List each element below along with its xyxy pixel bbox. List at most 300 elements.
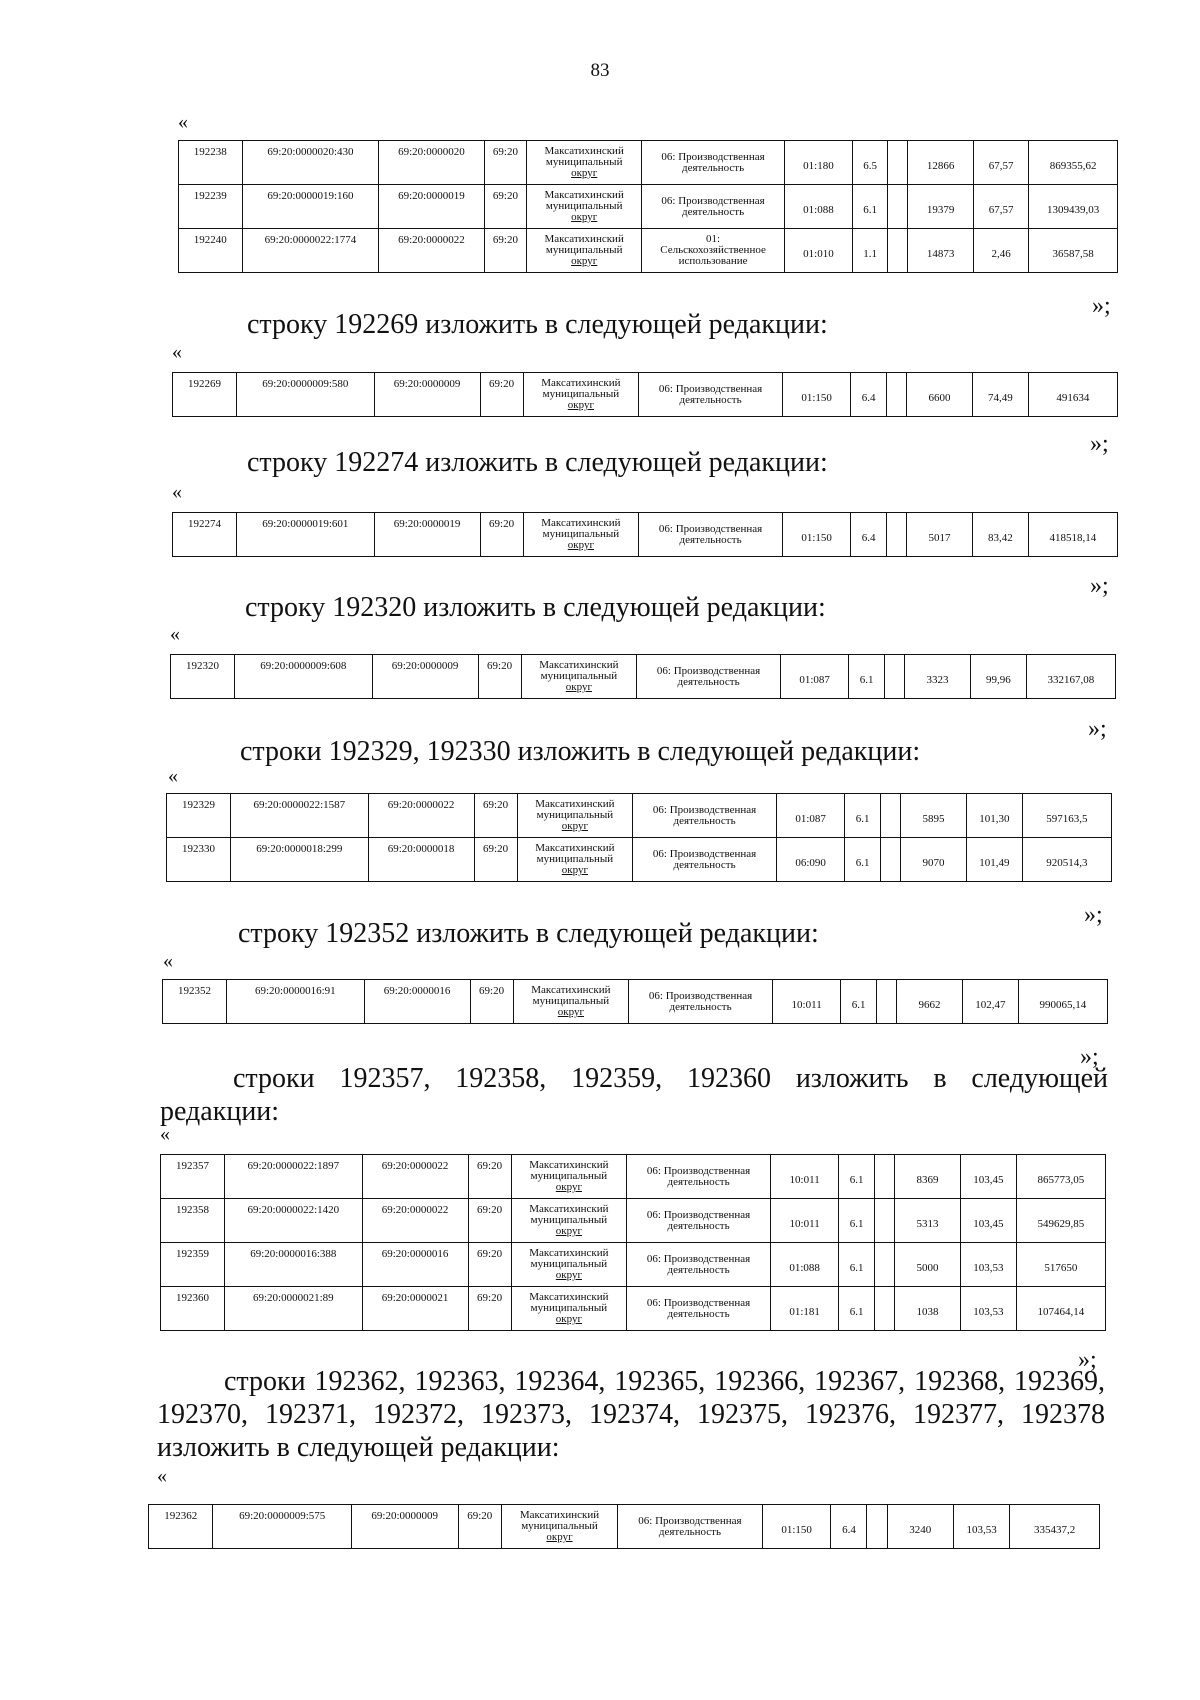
rate-cell: [963, 980, 1019, 1024]
cell-text: 69:20:0000022:1420: [247, 1204, 340, 1216]
district-cell: [468, 1199, 511, 1243]
district-cell: [474, 838, 517, 882]
cadastral-number-cell: [237, 513, 375, 557]
empty-cell: [876, 980, 896, 1024]
value-cell: [1028, 373, 1117, 417]
quarter-cell: [368, 838, 474, 882]
cell-text: 69:20:0000020: [398, 146, 465, 158]
cell-text: 01:180: [803, 160, 834, 172]
group-cell: [831, 1505, 867, 1549]
cell-text: 69:20: [489, 518, 515, 530]
cell-text: 6.5: [863, 160, 877, 172]
cell-text: 69:20:0000022: [387, 799, 455, 811]
cell-text: 517650: [1044, 1262, 1078, 1274]
area-cell: [908, 185, 974, 229]
quarter-cell: [379, 229, 484, 273]
cell-line: Максатихинский: [544, 233, 624, 245]
cell-text: 69:20: [477, 1292, 503, 1304]
category-cell: [627, 1243, 771, 1287]
cell-line: 06: Производственная: [658, 522, 763, 535]
empty-cell: [867, 1505, 887, 1549]
cell-text: 69:20:0000022:1774: [264, 234, 357, 246]
value-cell: [1029, 185, 1118, 229]
quarter-cell: [362, 1199, 468, 1243]
cell-line: муниципальный: [545, 200, 623, 212]
cell-line: муниципальный: [542, 388, 620, 400]
cell-text: 19379: [926, 204, 955, 216]
quarter-cell: [362, 1243, 468, 1287]
cell-text: 6.1: [851, 999, 866, 1011]
value-cell: [1022, 838, 1111, 882]
open-quote: «: [163, 950, 173, 972]
cell-line: 06: Производственная: [648, 989, 753, 1002]
cell-line: муниципальный: [530, 1302, 608, 1314]
district-cell: [468, 1243, 511, 1287]
empty-cell: [888, 141, 908, 185]
empty-cell: [886, 513, 906, 557]
cell-line: 06: Производственная: [638, 1514, 742, 1527]
value-cell: [1010, 1505, 1100, 1549]
cell-text: 01:150: [801, 392, 832, 404]
group-cell: [841, 980, 877, 1024]
category-cell: [629, 980, 773, 1024]
cell-line: муниципальный: [545, 244, 623, 256]
cell-line: деятельность: [669, 1000, 732, 1013]
cell-text: 69:20:0000009:575: [239, 1510, 326, 1522]
close-quote: »;: [1090, 573, 1109, 599]
cell-text: 69:20:0000022:1897: [247, 1160, 340, 1172]
cell-line: 06: Производственная: [652, 847, 757, 860]
cell-text: 69:20: [477, 1248, 503, 1260]
cell-text: 8369: [916, 1174, 939, 1186]
cell-text: 69:20:0000022: [398, 234, 465, 246]
category-cell: [642, 229, 785, 273]
cell-line: 06: Производственная: [652, 803, 757, 816]
cell-line: округ: [561, 864, 588, 876]
cell-line: округ: [571, 211, 598, 223]
municipality-cell: [523, 513, 639, 557]
cell-text: 3240: [909, 1524, 932, 1536]
empty-cell: [874, 1243, 894, 1287]
cell-text: 102,47: [975, 999, 1006, 1011]
data-table: [172, 512, 1118, 557]
cell-text: 332167,08: [1047, 674, 1095, 686]
municipality-cell: [517, 838, 633, 882]
group-cell: [851, 513, 887, 557]
cell-line: деятельность: [682, 205, 745, 218]
cell-text: 103,53: [973, 1262, 1004, 1274]
cadastral-number-cell: [231, 838, 369, 882]
group-cell: [839, 1243, 875, 1287]
group-cell: [839, 1287, 875, 1331]
close-quote: »;: [1092, 293, 1111, 319]
table-row: [173, 513, 1118, 557]
cell-text: 69:20:0000019: [393, 518, 461, 530]
cell-text: 69:20:0000022:1587: [253, 799, 346, 811]
cell-text: 69:20:0000022: [381, 1160, 449, 1172]
data-table: [162, 979, 1108, 1024]
cadastral-number-cell: [225, 1243, 363, 1287]
category-cell: [639, 373, 783, 417]
cell-line: Максатихинский: [535, 842, 615, 854]
cell-text: 69:20: [477, 1204, 503, 1216]
code-cell: [785, 141, 853, 185]
cell-text: 69:20:0000016: [383, 985, 451, 997]
quarter-cell: [351, 1505, 458, 1549]
cell-text: 2,46: [991, 248, 1011, 260]
table-row: [179, 185, 1118, 229]
rate-cell: [961, 1287, 1017, 1331]
cadastral-number-cell: [231, 794, 369, 838]
cell-text: 01:181: [789, 1306, 820, 1318]
cell-text: 01:087: [799, 674, 830, 686]
row-number-cell: [167, 794, 231, 838]
row-number-cell: [167, 838, 231, 882]
cell-text: 01:010: [803, 248, 834, 260]
code-cell: [781, 655, 849, 699]
cell-text: 103,45: [973, 1174, 1004, 1186]
cell-line: округ: [571, 167, 598, 179]
cadastral-number-cell: [225, 1287, 363, 1331]
cell-text: 192329: [182, 799, 216, 811]
table-row: [167, 794, 1112, 838]
category-cell: [633, 794, 777, 838]
municipality-cell: [511, 1287, 627, 1331]
cell-line: Максатихинский: [544, 145, 624, 157]
cell-text: 01:150: [801, 532, 832, 544]
cell-text: 6.1: [849, 1174, 864, 1186]
empty-cell: [880, 794, 900, 838]
area-cell: [900, 838, 966, 882]
open-quote: «: [157, 1465, 167, 1487]
cell-text: 83,42: [988, 532, 1013, 544]
cell-text: 6.1: [849, 1218, 864, 1230]
data-table: [166, 793, 1112, 882]
cell-line: 06: Производственная: [661, 150, 765, 163]
municipality-cell: [521, 655, 637, 699]
cell-text: 5895: [922, 813, 945, 825]
table-row: [161, 1243, 1106, 1287]
close-quote: »;: [1080, 1044, 1099, 1070]
group-cell: [852, 229, 888, 273]
page-number: 83: [590, 60, 610, 81]
cell-text: 69:20:0000009:580: [262, 378, 349, 390]
code-cell: [777, 794, 845, 838]
cell-text: 192274: [188, 518, 222, 530]
rate-cell: [961, 1243, 1017, 1287]
area-cell: [904, 655, 970, 699]
empty-cell: [874, 1199, 894, 1243]
cadastral-number-cell: [227, 980, 365, 1024]
cell-line: 06: Производственная: [658, 382, 763, 395]
municipality-cell: [527, 185, 642, 229]
cell-line: Максатихинский: [529, 1159, 609, 1171]
district-cell: [468, 1155, 511, 1199]
cell-line: 01:: [706, 233, 721, 245]
cell-text: 69:20:0000021:89: [252, 1292, 334, 1304]
cell-line: 06: Производственная: [646, 1164, 751, 1177]
open-quote: «: [170, 623, 180, 645]
cell-text: 69:20:0000009:608: [260, 660, 347, 672]
table-row: [161, 1287, 1106, 1331]
cell-line: округ: [567, 539, 594, 551]
cell-text: 69:20:0000016:91: [254, 985, 336, 997]
code-cell: [771, 1243, 839, 1287]
municipality-cell: [511, 1155, 627, 1199]
amendment-heading: строки 192357, 192358, 192359, 192360 изложить в следующей редакции:: [160, 1063, 1108, 1127]
quarter-cell: [364, 980, 470, 1024]
row-number-cell: [179, 185, 243, 229]
row-number-cell: [161, 1155, 225, 1199]
empty-cell: [880, 838, 900, 882]
cell-text: 418518,14: [1049, 532, 1097, 544]
cell-line: муниципальный: [530, 1258, 608, 1270]
cell-text: 6.1: [849, 1306, 864, 1318]
cell-text: 9070: [922, 857, 945, 869]
rate-cell: [973, 373, 1029, 417]
quarter-cell: [379, 185, 484, 229]
cadastral-number-cell: [242, 185, 379, 229]
table-row: [149, 1505, 1100, 1549]
group-cell: [839, 1199, 875, 1243]
row-number-cell: [173, 513, 237, 557]
cell-text: 101,49: [979, 857, 1010, 869]
cell-text: 06:090: [795, 857, 826, 869]
row-number-cell: [163, 980, 227, 1024]
cell-text: 192360: [176, 1292, 210, 1304]
category-cell: [639, 513, 783, 557]
cell-text: 3323: [926, 674, 949, 686]
cell-line: деятельность: [673, 814, 736, 827]
category-cell: [627, 1199, 771, 1243]
quarter-cell: [374, 373, 480, 417]
cell-text: 69:20: [479, 985, 505, 997]
table-row: [163, 980, 1108, 1024]
rate-cell: [954, 1505, 1010, 1549]
empty-cell: [888, 185, 908, 229]
municipality-cell: [513, 980, 629, 1024]
group-cell: [852, 141, 888, 185]
cell-text: 6.1: [863, 204, 877, 216]
amendment-heading: строку 192269 изложить в следующей редакции:: [247, 309, 828, 340]
table-row: [161, 1199, 1106, 1243]
district-cell: [484, 185, 527, 229]
code-cell: [773, 980, 841, 1024]
rate-cell: [971, 655, 1027, 699]
cell-line: Максатихинский: [519, 1509, 600, 1521]
close-quote: »;: [1088, 716, 1107, 742]
rate-cell: [973, 513, 1029, 557]
cadastral-number-cell: [237, 373, 375, 417]
rate-cell: [973, 185, 1028, 229]
cell-text: 12866: [926, 160, 955, 172]
value-cell: [1026, 655, 1115, 699]
cell-text: 01:088: [789, 1262, 820, 1274]
cell-line: Максатихинский: [529, 1247, 609, 1259]
area-cell: [906, 373, 972, 417]
code-cell: [785, 185, 853, 229]
cell-text: 74,49: [988, 392, 1013, 404]
amendment-heading: строки 192329, 192330 изложить в следующей редакции:: [240, 736, 921, 767]
cell-text: 5313: [916, 1218, 939, 1230]
cell-line: округ: [546, 1531, 573, 1543]
cell-line: муниципальный: [521, 1520, 598, 1532]
cell-text: 69:20:0000019:160: [267, 190, 354, 202]
cell-line: использование: [678, 255, 748, 267]
quarter-cell: [372, 655, 478, 699]
cell-text: 69:20:0000009: [371, 1510, 439, 1522]
municipality-cell: [511, 1243, 627, 1287]
open-quote: «: [172, 341, 182, 363]
area-cell: [894, 1155, 960, 1199]
data-table: [148, 1504, 1100, 1549]
cell-text: 5000: [916, 1262, 939, 1274]
empty-cell: [874, 1287, 894, 1331]
quarter-cell: [374, 513, 480, 557]
amendment-heading: строку 192352 изложить в следующей редакции:: [238, 918, 819, 949]
table-row: [167, 838, 1112, 882]
cell-text: 69:20: [492, 190, 518, 202]
cell-text: 69:20: [492, 146, 518, 158]
district-cell: [468, 1287, 511, 1331]
cell-line: деятельность: [667, 1307, 730, 1320]
cell-line: 06: Производственная: [646, 1296, 751, 1309]
code-cell: [777, 838, 845, 882]
rate-cell: [961, 1155, 1017, 1199]
cell-text: 103,45: [973, 1218, 1004, 1230]
area-cell: [900, 794, 966, 838]
table-row: [171, 655, 1116, 699]
category-cell: [627, 1287, 771, 1331]
cell-line: муниципальный: [530, 1214, 608, 1226]
municipality-cell: [527, 229, 642, 273]
cell-line: округ: [565, 681, 592, 693]
cell-line: округ: [567, 399, 594, 411]
category-cell: [627, 1155, 771, 1199]
cell-text: 69:20: [492, 234, 518, 246]
open-quote: «: [178, 111, 188, 133]
open-quote: «: [160, 1123, 170, 1145]
area-cell: [894, 1287, 960, 1331]
cadastral-number-cell: [235, 655, 373, 699]
category-cell: [642, 185, 785, 229]
cell-text: 67,57: [988, 160, 1014, 172]
cell-text: 69:20:0000016:388: [250, 1248, 337, 1260]
group-cell: [851, 373, 887, 417]
district-cell: [480, 513, 523, 557]
municipality-cell: [527, 141, 642, 185]
cell-text: 597163,5: [1046, 813, 1088, 825]
quarter-cell: [362, 1287, 468, 1331]
amendment-heading: строку 192274 изложить в следующей редакции:: [247, 447, 828, 478]
amendment-heading: строку 192320 изложить в следующей редакции:: [245, 592, 826, 623]
cell-line: деятельность: [658, 1525, 721, 1538]
data-table: [170, 654, 1116, 699]
code-cell: [762, 1505, 831, 1549]
value-cell: [1016, 1243, 1105, 1287]
cell-line: муниципальный: [536, 853, 614, 865]
open-quote: «: [172, 481, 182, 503]
district-cell: [478, 655, 521, 699]
cell-text: 869355,62: [1049, 160, 1097, 172]
cell-line: муниципальный: [530, 1170, 608, 1182]
group-cell: [845, 838, 881, 882]
group-cell: [852, 185, 888, 229]
cell-text: 69:20:0000016: [381, 1248, 449, 1260]
cell-text: 6.4: [861, 392, 876, 404]
empty-cell: [874, 1155, 894, 1199]
cell-text: 69:20: [477, 1160, 503, 1172]
value-cell: [1018, 980, 1107, 1024]
empty-cell: [888, 229, 908, 273]
cell-text: 69:20: [489, 378, 515, 390]
cell-line: Сельскохозяйственное: [660, 244, 766, 256]
cell-text: 9662: [918, 999, 941, 1011]
cell-line: муниципальный: [545, 156, 623, 168]
cell-text: 01:087: [795, 813, 826, 825]
rate-cell: [961, 1199, 1017, 1243]
cell-line: деятельность: [677, 675, 740, 688]
cell-line: 06: Производственная: [656, 664, 761, 677]
municipality-cell: [501, 1505, 617, 1549]
cadastral-number-cell: [225, 1199, 363, 1243]
row-number-cell: [173, 373, 237, 417]
cadastral-number-cell: [242, 141, 379, 185]
value-cell: [1016, 1155, 1105, 1199]
area-cell: [894, 1243, 960, 1287]
district-cell: [480, 373, 523, 417]
cell-text: 69:20:0000022: [381, 1204, 449, 1216]
cell-text: 1038: [916, 1306, 939, 1318]
cell-text: 69:20: [483, 799, 509, 811]
cell-text: 920514,3: [1046, 857, 1088, 869]
code-cell: [771, 1199, 839, 1243]
cell-line: 06: Производственная: [646, 1208, 751, 1221]
code-cell: [783, 513, 851, 557]
cell-text: 192352: [178, 985, 212, 997]
group-cell: [849, 655, 885, 699]
cell-line: 06: Производственная: [646, 1252, 751, 1265]
close-quote: »;: [1078, 1347, 1097, 1373]
cell-line: муниципальный: [532, 995, 610, 1007]
cell-text: 69:20:0000009: [391, 660, 459, 672]
cell-text: 5017: [928, 532, 951, 544]
cell-text: 69:20:0000021: [381, 1292, 449, 1304]
cell-line: округ: [561, 820, 588, 832]
category-cell: [618, 1505, 763, 1549]
area-cell: [896, 980, 962, 1024]
cell-text: 10:011: [789, 1218, 820, 1230]
cell-text: 192362: [164, 1510, 198, 1522]
row-number-cell: [179, 141, 243, 185]
row-number-cell: [161, 1199, 225, 1243]
empty-cell: [886, 373, 906, 417]
cell-line: деятельность: [679, 393, 742, 406]
row-number-cell: [149, 1505, 213, 1549]
cell-text: 69:20:0000018: [387, 843, 455, 855]
cell-text: 192357: [176, 1160, 210, 1172]
cell-line: муниципальный: [536, 809, 614, 821]
cell-text: 69:20:0000020:430: [267, 146, 354, 158]
cell-text: 6600: [928, 392, 951, 404]
cell-line: округ: [555, 1313, 582, 1325]
cell-text: 6.1: [849, 1262, 864, 1274]
group-cell: [839, 1155, 875, 1199]
data-table: [172, 372, 1118, 417]
code-cell: [771, 1287, 839, 1331]
municipality-cell: [523, 373, 639, 417]
rate-cell: [967, 794, 1023, 838]
